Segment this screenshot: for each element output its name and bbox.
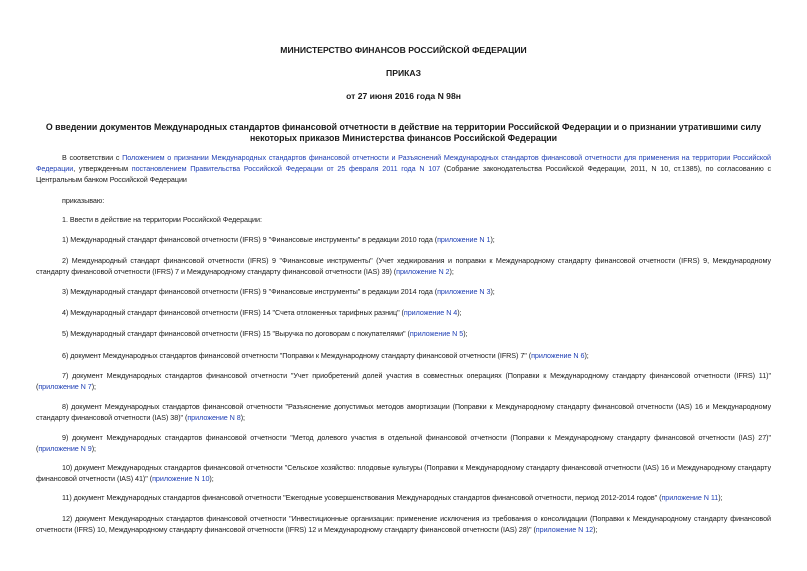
item-end: ); xyxy=(91,444,97,453)
ordered-line: приказываю: xyxy=(62,196,105,205)
item-text: 7) документ Международных стандартов финансовой отчетности "Учет приобретений долей участия в совместных операциях (Поправки к Международному стандарту финансовой отчетности (IFRS) 11)" ( xyxy=(36,371,771,391)
item-end: ); xyxy=(209,474,214,483)
item-text: 8) документ Международных стандартов финансовой отчетности "Разъяснение допустимых методов амортизации (Поправки к Международному стандарту финансовой отчетности (IAS) 16 и Международному стандарту финансовой отчетности (IAS) 38)" ( xyxy=(36,402,771,422)
list-item xyxy=(36,328,771,339)
list-item xyxy=(36,462,771,484)
document-title: О введении документов Международных стандартов финансовой отчетности в действие на территории Российской Федерации и о признании утратившими силу некоторых приказов Министерства финансов Российской Федерации xyxy=(45,122,762,143)
item-end: ); xyxy=(490,287,495,296)
appendix-link[interactable]: приложение N 12 xyxy=(535,525,594,534)
item-text: 2) Международный стандарт финансовой отчетности (IFRS) 9 "Финансовые инструменты" (Учет хеджирования и поправки к Международному стандарту финансовой отчетности (IFRS) 9, Международному стандарту финансовой отчетности (IFRS) 7 и Международному стандарту финансовой отчетности (IAS) 39) ( xyxy=(36,256,771,276)
appendix-link[interactable]: приложение N 7 xyxy=(38,382,92,391)
list-item xyxy=(36,492,771,503)
appendix-link[interactable]: приложение N 10 xyxy=(152,474,210,483)
intro-paragraph xyxy=(36,152,771,185)
resolution-link[interactable]: постановлением Правительства Российской Федерации от 25 февраля 2011 года N 107 xyxy=(131,164,441,173)
item-end: ); xyxy=(240,413,246,422)
list-item xyxy=(36,401,771,423)
item-end: ); xyxy=(463,329,468,338)
item-end: ); xyxy=(718,493,723,502)
list-item xyxy=(36,307,771,318)
list-item xyxy=(36,350,771,361)
item-end: ); xyxy=(457,308,462,317)
list-item xyxy=(36,286,771,297)
list-item xyxy=(36,432,771,454)
item-text: 6) документ Международных стандартов финансовой отчетности "Поправки к Международному стандарту финансовой отчетности (IFRS) 7" ( xyxy=(62,351,532,360)
doc-type-heading: ПРИКАЗ xyxy=(386,68,421,78)
appendix-link[interactable]: приложение N 11 xyxy=(661,493,719,502)
date-number-heading: от 27 июня 2016 года N 98н xyxy=(346,91,461,101)
regulation-link[interactable]: Положением о признании Международных стандартов финансовой отчетности и Разъяснений Международных стандартов финансовой отчетности для применения на территории Российской Федерации xyxy=(36,153,771,173)
item-end: ); xyxy=(593,525,598,534)
ministry-heading: МИНИСТЕРСТВО ФИНАНСОВ РОССИЙСКОЙ ФЕДЕРАЦИИ xyxy=(280,45,527,55)
intro-text-2: , утвержденным xyxy=(73,164,132,173)
appendix-link[interactable]: приложение N 1 xyxy=(437,235,491,244)
intro-text-3: (Собрание законодательства Российской Федерации, 2011, N 10, ст.1385), по согласованию с Центральным банком Российской Федерации xyxy=(36,164,771,184)
list-item xyxy=(36,255,771,277)
appendix-link[interactable]: приложение N 4 xyxy=(403,308,458,317)
item-text: 10) документ Международных стандартов финансовой отчетности "Сельское хозяйство: плодовые культуры (Поправки к Международному стандарту финансовой отчетности (IAS) 16 и Международному стандарту финансовой отчетности (IAS) 41)" ( xyxy=(36,463,771,483)
appendix-link[interactable]: приложение N 8 xyxy=(187,413,241,422)
item-text: 3) Международный стандарт финансовой отчетности (IFRS) 9 "Финансовые инструменты" в редакции 2014 года ( xyxy=(62,287,438,296)
item-end: ); xyxy=(584,351,589,360)
appendix-link[interactable]: приложение N 5 xyxy=(409,329,464,338)
appendix-link[interactable]: приложение N 9 xyxy=(38,444,92,453)
item1-intro: 1. Ввести в действие на территории Российской Федерации: xyxy=(62,215,262,224)
list-item xyxy=(36,513,771,535)
item-text: 12) документ Международных стандартов финансовой отчетности "Инвестиционные организации: применение исключения из требования о консолидации (Поправки к Международному стандарту финансовой отчетности (IFRS) 10, Международному стандарту финансовой отчетности (IFRS) 12 и Международному стандарту финансовой отчетности (IAS) 28)" ( xyxy=(36,514,771,534)
item-text: 5) Международный стандарт финансовой отчетности (IFRS) 15 "Выручка по договорам с покупателями" ( xyxy=(62,329,410,338)
item-text: 11) документ Международных стандартов финансовой отчетности "Ежегодные усовершенствования Международных стандартов финансовой отчетности, период 2012-2014 годов" ( xyxy=(62,493,662,502)
appendix-link[interactable]: приложение N 6 xyxy=(531,351,585,360)
item-end: ); xyxy=(449,267,454,276)
intro-text-1: В соответствии с xyxy=(62,153,123,162)
item-text: 1) Международный стандарт финансовой отчетности (IFRS) 9 "Финансовые инструменты" в редакции 2010 года ( xyxy=(62,235,438,244)
item-text: 9) документ Международных стандартов финансовой отчетности "Метод долевого участия в отдельной финансовой отчетности (Поправки к Международному стандарту финансовой отчетности (IAS) 27)" ( xyxy=(36,433,771,453)
item-end: ); xyxy=(91,382,97,391)
appendix-link[interactable]: приложение N 2 xyxy=(396,267,450,276)
list-item xyxy=(36,234,771,245)
list-item xyxy=(36,370,771,392)
item-end: ); xyxy=(490,235,495,244)
item-text: 4) Международный стандарт финансовой отчетности (IFRS) 14 "Счета отложенных тарифных разниц" ( xyxy=(62,308,404,317)
appendix-link[interactable]: приложение N 3 xyxy=(437,287,491,296)
